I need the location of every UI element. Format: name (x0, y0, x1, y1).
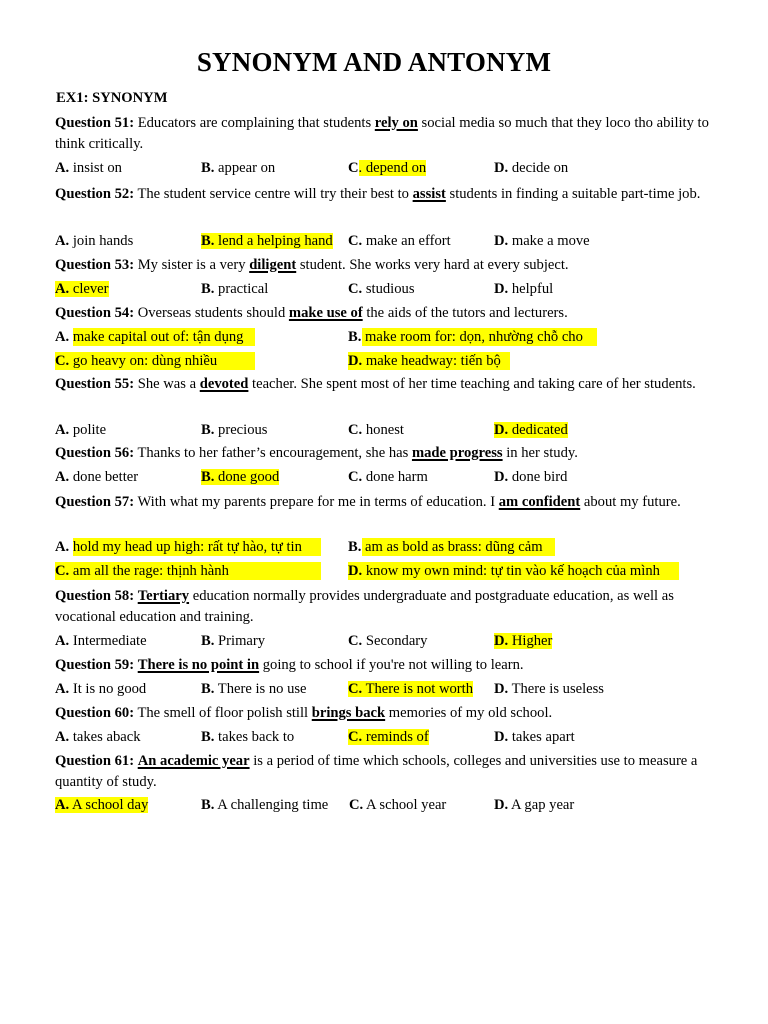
question-text: Thanks to her father’s encouragement, she has (134, 445, 412, 461)
question-label: Question 51: (55, 115, 135, 131)
question-text: is a period of time which schools, colleges and universities use to measure a quantity of study. (55, 753, 698, 790)
option-b-answer: B. lend a helping hand (201, 233, 333, 249)
option-a: A. Intermediate (55, 633, 147, 649)
question-label: Question 52: (55, 186, 135, 202)
question-text: My sister is a very (134, 257, 250, 273)
question-text: student. She works very hard at every subject. (296, 257, 569, 273)
question-51 (55, 113, 720, 155)
option-c-answer: C. reminds of (348, 729, 429, 745)
option-d: D. know my own mind: tự tin vào kế hoạch của mình (348, 563, 660, 579)
question-label: Question 60: (55, 705, 135, 721)
option-c-answer: C. There is not worth (348, 681, 473, 697)
option-a: A. hold my head up high: rất tự hào, tự tin (55, 539, 302, 555)
option-b: B. takes back to (201, 729, 295, 745)
option-a: A. It is no good (55, 681, 147, 697)
question-text: memories of my old school. (385, 705, 553, 721)
key-phrase: There is no point in (137, 657, 260, 673)
option-d: D. make headway: tiến bộ (348, 353, 501, 369)
option-b: B. precious (201, 422, 268, 438)
option-c: C. studious (348, 281, 415, 297)
question-text: The student service centre will try their best to (134, 186, 413, 202)
key-phrase: diligent (249, 257, 297, 273)
option-b: B. make room for: dọn, nhường chỗ cho (348, 329, 583, 345)
question-text: With what my parents prepare for me in terms of education. I (134, 494, 499, 510)
key-phrase: am confident (498, 494, 581, 510)
option-c: C. A school year (349, 797, 447, 813)
option-a: A. done better (55, 469, 139, 485)
option-c: C. am all the rage: thịnh hành (55, 563, 229, 579)
option-a-answer: A. clever (55, 281, 109, 297)
option-b: B. A challenging time (201, 797, 329, 813)
question-text: Educators are complaining that students (134, 115, 375, 131)
question-56 (55, 443, 720, 464)
option-c: C. done harm (348, 469, 428, 485)
option-d: D. done bird (494, 469, 568, 485)
option-a: A. make capital out of: tận dụng (55, 329, 244, 345)
key-phrase: An academic year (137, 753, 250, 769)
option-a-answer: A. A school day (55, 797, 149, 813)
question-text: The smell of floor polish still (134, 705, 312, 721)
question-label: Question 53: (55, 257, 135, 273)
question-text: education normally provides undergraduate and postgraduate education, as well as vocational education and training. (55, 588, 674, 625)
option-d: D. takes apart (494, 729, 575, 745)
option-d: D. helpful (494, 281, 554, 297)
option-c: C. Secondary (348, 633, 428, 649)
question-label: Question 57: (55, 494, 135, 510)
option-b-answer: B. done good (201, 469, 280, 485)
option-c-answer: C. depend on (348, 160, 427, 176)
question-52 (55, 182, 720, 206)
option-b: B. Primary (201, 633, 266, 649)
question-58 (55, 586, 720, 628)
question-text: She was a (134, 376, 200, 392)
option-c: C. make an effort (348, 233, 451, 249)
key-phrase: made progress (411, 445, 503, 461)
question-label: Question 61: (55, 753, 135, 769)
question-59 (55, 655, 720, 676)
page-title: SYNONYM AND ANTONYM (196, 47, 552, 77)
option-d-answer: D. Higher (494, 633, 553, 649)
option-c: C. go heavy on: dùng nhiều (55, 353, 218, 369)
option-a: A. takes aback (55, 729, 141, 745)
option-b: B. am as bold as brass: dũng cảm (348, 539, 543, 555)
option-d: D. There is useless (494, 681, 604, 697)
question-label: Question 54: (55, 305, 135, 321)
key-phrase: devoted (199, 376, 249, 392)
option-b: B. There is no use (201, 681, 307, 697)
question-label: Question 58: (55, 588, 135, 604)
option-d: D. make a move (494, 233, 590, 249)
question-60 (55, 703, 720, 724)
question-53 (55, 255, 720, 276)
key-phrase: brings back (311, 705, 386, 721)
question-text: in her study. (502, 445, 578, 461)
question-57 (55, 492, 720, 513)
key-phrase: rely on (374, 115, 418, 131)
question-61 (55, 751, 720, 793)
option-c: C. honest (348, 422, 404, 438)
question-text: social media so much that they loco tho ability to think critically. (55, 115, 709, 152)
question-text: students in finding a suitable part-time job. (445, 186, 701, 202)
question-text: Overseas students should (134, 305, 289, 321)
question-text: about my future. (580, 494, 681, 510)
option-d: D. A gap year (494, 797, 575, 813)
option-a: A. join hands (55, 233, 134, 249)
question-text: going to school if you're not willing to learn. (259, 657, 524, 673)
question-label: Question 55: (55, 376, 135, 392)
question-text: the aids of the tutors and lecturers. (362, 305, 568, 321)
key-phrase: make use of (288, 305, 363, 321)
option-d-answer: D. dedicated (494, 422, 568, 438)
section-heading: EX1: SYNONYM (56, 90, 168, 106)
key-phrase: Tertiary (137, 588, 190, 604)
option-a: A. insist on (55, 160, 122, 176)
question-label: Question 56: (55, 445, 135, 461)
question-54 (55, 303, 720, 324)
question-55 (55, 374, 720, 395)
question-label: Question 59: (55, 657, 135, 673)
question-text: teacher. She spent most of her time teaching and taking care of her students. (248, 376, 696, 392)
option-d: D. decide on (494, 160, 569, 176)
option-b: B. practical (201, 281, 269, 297)
option-b: B. appear on (201, 160, 276, 176)
key-phrase: assist (412, 186, 446, 202)
option-a: A. polite (55, 422, 107, 438)
